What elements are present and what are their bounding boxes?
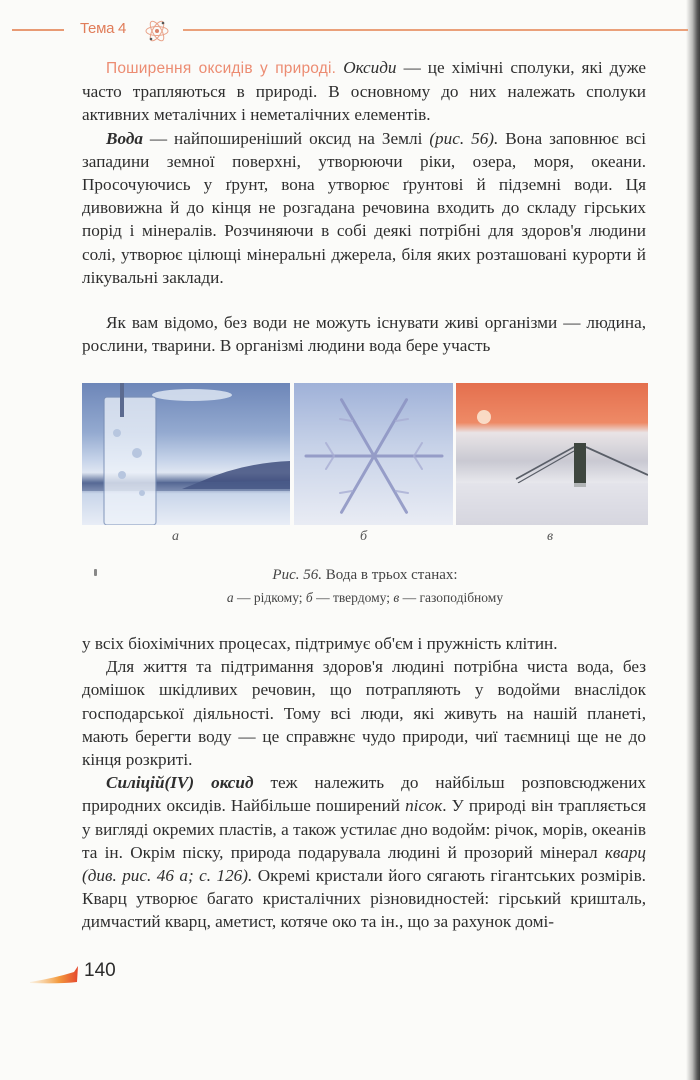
page-header xyxy=(0,18,690,42)
paragraph-organisms: Як вам відомо, без води не можуть існувати живі організми — людина, рослини, тварини. В організмі людини вода бере участь xyxy=(82,313,646,356)
figure-caption-text: Вода в трьох станах: xyxy=(322,567,458,583)
paragraph-text: . У природі він трапляється у вигляді окремих пластів, а також устилає дно водойм: річок, морів, океанів та ін. Окрім піску, природа подарувала людині й прозорий мінерал xyxy=(82,796,646,862)
caption-letter-b: б xyxy=(305,590,313,605)
figure-label-b: б xyxy=(360,529,368,544)
paragraph-clean-water: Для життя та підтримання здоров'я людині потрібна чиста вода, без домішок шкідливих речовин, що потрапляють у водойми внаслідок господарської діяльності. Тому всі люди, які живуть на нашій планеті, мають берегти воду — це справжнє чудо природи, чиї таємниці ще не до кінця розкриті. xyxy=(82,657,646,770)
header-rule-left xyxy=(12,29,64,31)
term-quartz: кварц (див. рис. 46 а; с. 126). xyxy=(82,842,646,886)
header-rule-right xyxy=(183,29,688,31)
figure-caption-states xyxy=(82,590,648,606)
paragraph-oxides-intro xyxy=(82,56,646,127)
figure-label-a: а xyxy=(172,529,179,544)
term-water: Вода xyxy=(106,128,143,148)
photo-fog-bridge xyxy=(456,383,648,525)
paragraph-silicon-oxide xyxy=(82,771,646,933)
page-binding-shadow xyxy=(686,0,700,1080)
figure-56 xyxy=(82,383,648,525)
text-block-continuation xyxy=(82,632,646,934)
figure-caption-ref: Рис. 56. xyxy=(272,567,322,583)
term-oxides: Оксиди xyxy=(343,58,397,77)
figure-label-c: в xyxy=(547,529,554,544)
text-block-organisms xyxy=(82,311,646,357)
paragraph-text: — найпоширеніший оксид на Землі xyxy=(142,128,430,148)
photo-liquid-water xyxy=(82,383,290,525)
flame-icon xyxy=(30,966,80,986)
paragraph-text: теж належить до найбільш розповсюджених природних оксидів. Найбільше поширений xyxy=(82,773,647,816)
topic-label: Тема 4 xyxy=(80,20,127,37)
term-silicon-oxide: Силіцій(IV) оксид xyxy=(106,773,254,793)
figure-caption-title xyxy=(82,567,648,584)
atom-icon xyxy=(143,18,171,44)
caption-letter-c: в xyxy=(393,590,400,605)
paragraph-text: — це хімічні сполуки, які дуже часто трапляються в природі. В основному до них належать сполуки активних металічних і неметалічних елементів. xyxy=(82,58,647,125)
caption-text-solid: — твердому; xyxy=(312,590,394,605)
caption-letter-a: а xyxy=(226,590,234,605)
caption-text-liquid: — рідкому; xyxy=(233,590,306,605)
photo-snowflake xyxy=(294,383,453,525)
caption-text-gas: — газоподібному xyxy=(399,590,504,605)
paragraph-text: Окремі кристали його сягають гігантських розмірів. Кварц утворює багато кристалічних різновидностей: гірський кришталь, димчастий кварц, аметист, котяче око та ін., що за рахунок домі- xyxy=(82,866,646,932)
figure-reference: (рис. 56). xyxy=(429,128,499,148)
section-heading: Поширення оксидів у природі. xyxy=(106,60,337,77)
term-sand: пісок xyxy=(405,796,443,816)
page-number: 140 xyxy=(84,960,116,981)
text-block-intro xyxy=(82,56,646,289)
paragraph-continuation: у всіх біохімічних процесах, підтримує об'єм і пружність клітин. xyxy=(82,634,558,653)
paragraph-water xyxy=(82,127,646,289)
paragraph-text: Вона заповнює всі западини земної поверхні, утворюючи ріки, озера, моря, океани. Просочуючись у ґрунт, вона утворює ґрунтові й підземні води. Ця дивовижна й до кінця не розгадана речовина входить до складу гірських порід і мінералів. Розчиняючи в собі деякі потрібні для здоров'я людини солі, утворює цілющі мінеральні джерела, біля яких розташовані курорти й лікувальні заклади. xyxy=(82,128,646,287)
